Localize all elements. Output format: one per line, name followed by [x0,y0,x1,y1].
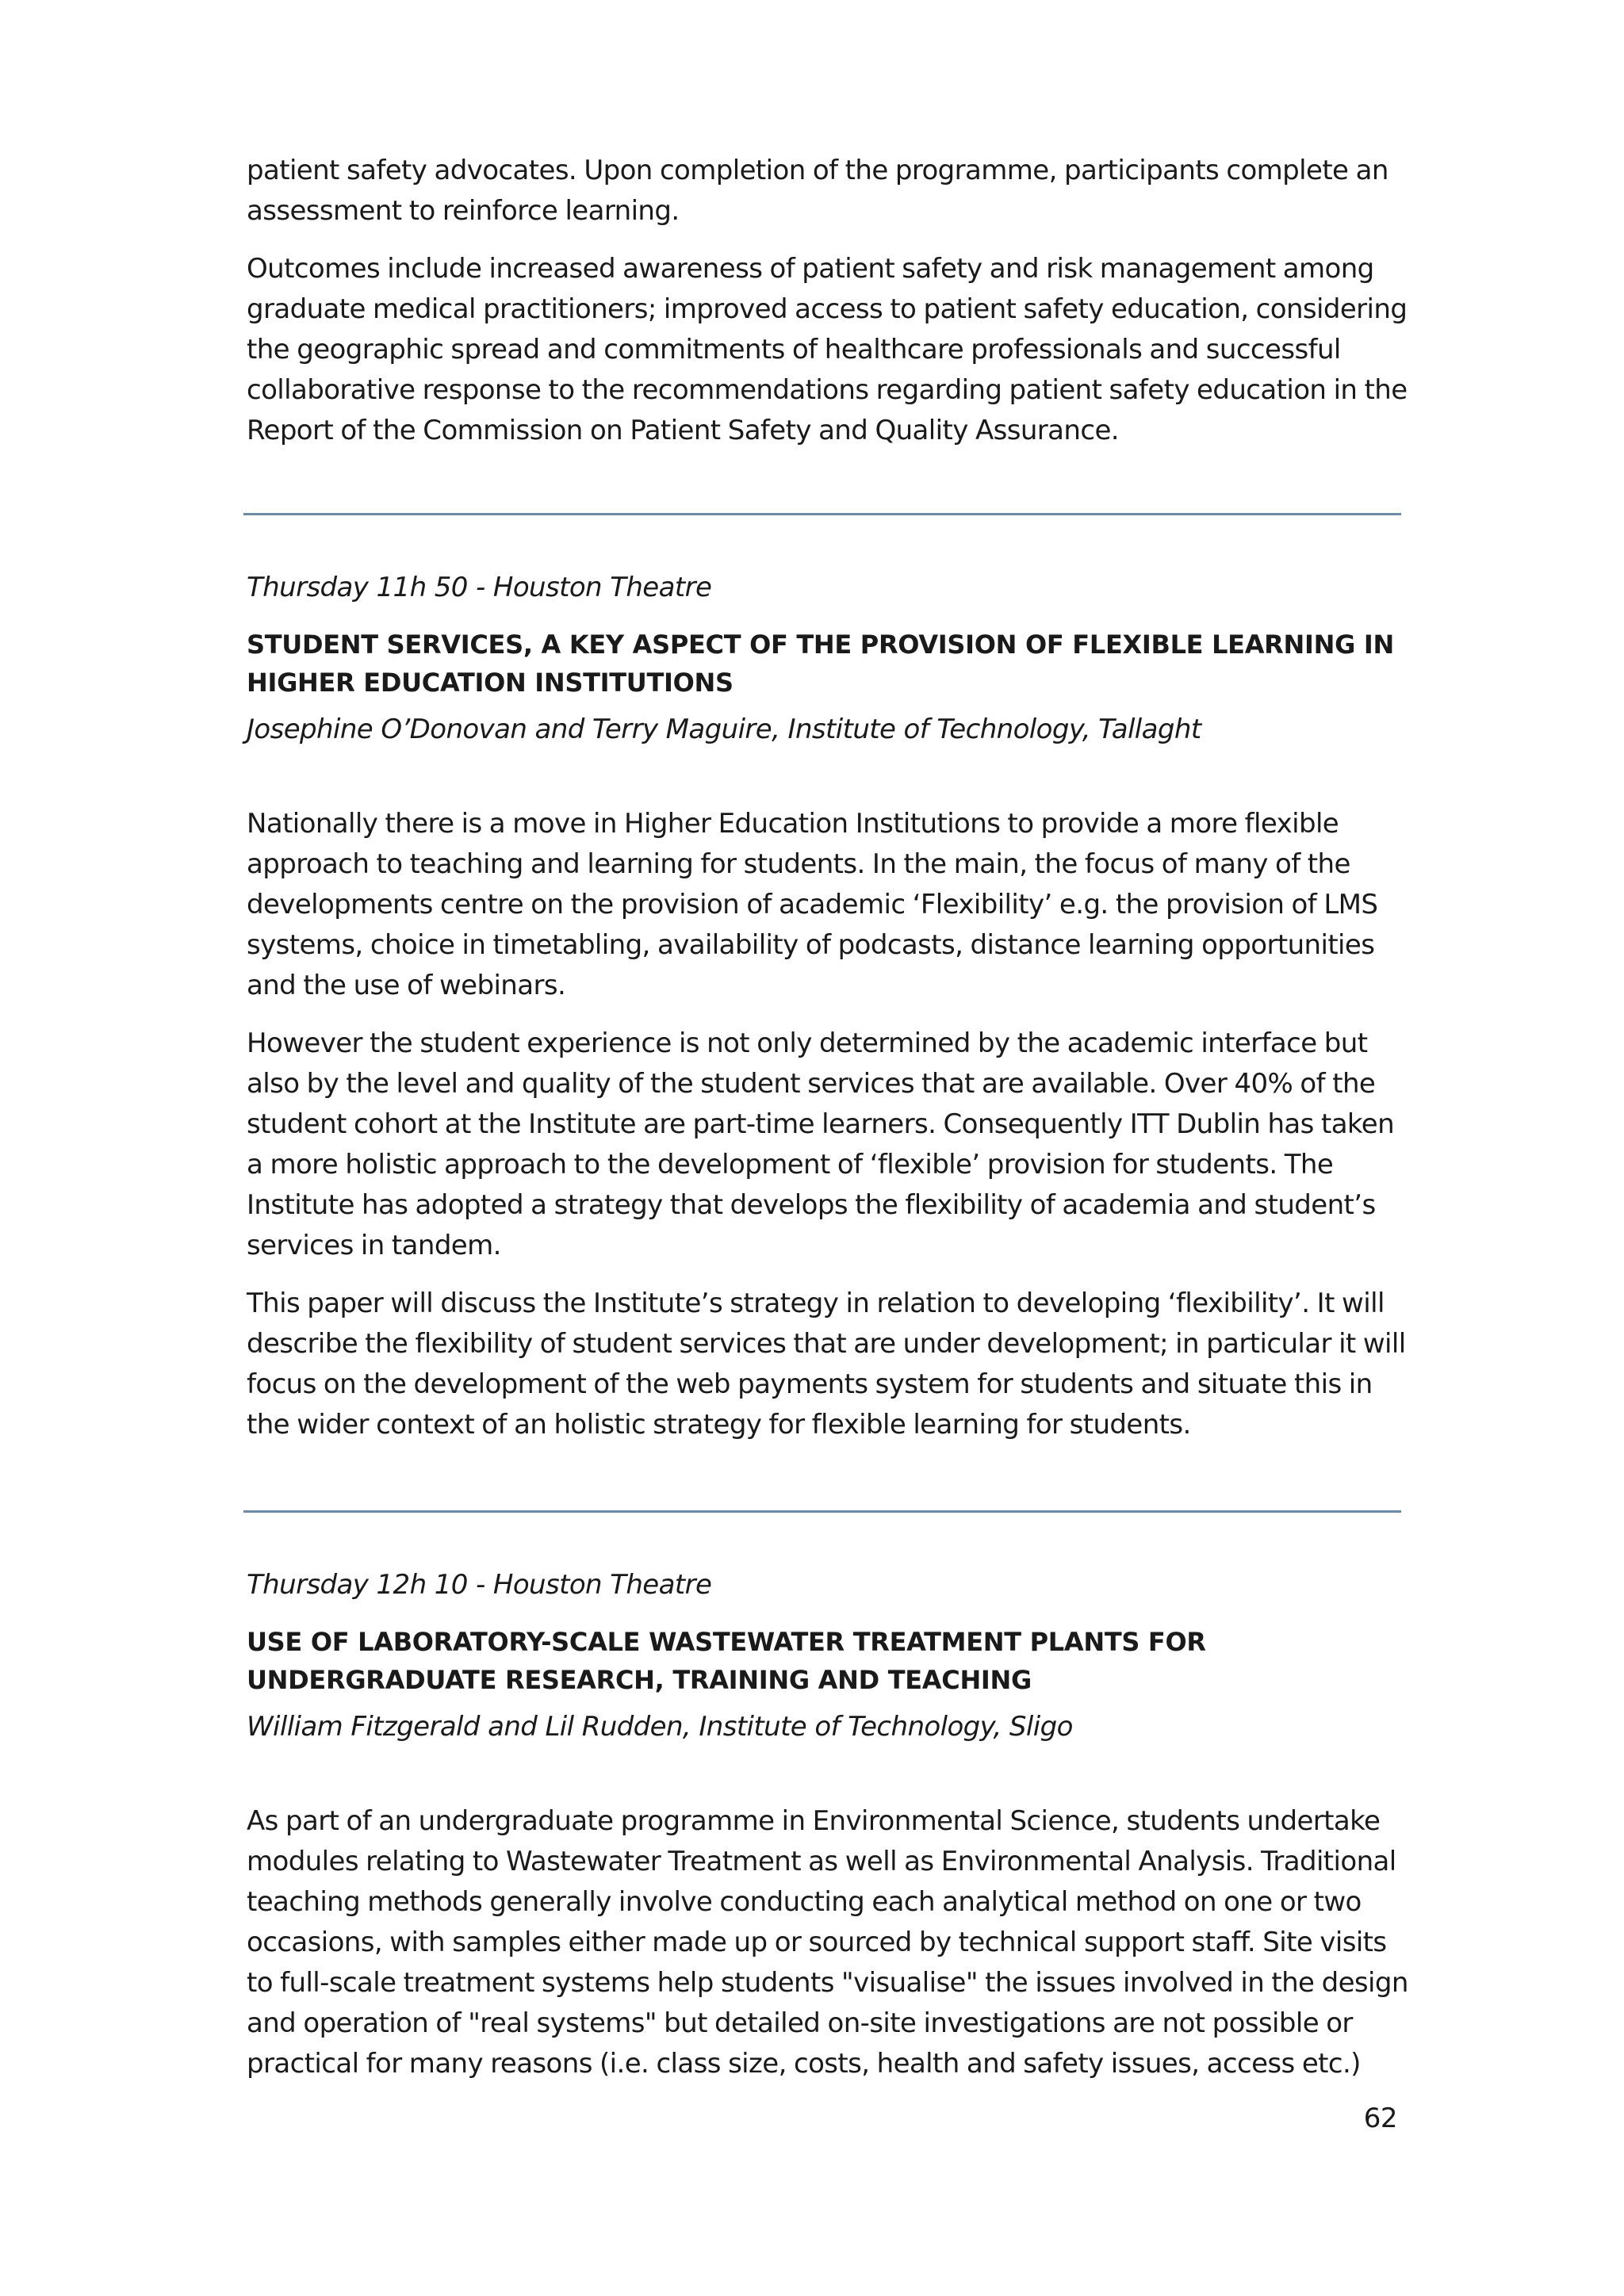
session-title: STUDENT SERVICES, A KEY ASPECT OF THE PROVISION OF FLEXIBLE LEARNING IN HIGHER EDUCATION INSTITUTIONS [247,629,1394,698]
session-paragraph: Nationally there is a move in Higher Education Institutions to provide a more flexible approach to teaching and learning for students. In the main, the focus of many of the developments centre on the provision of academic ‘Flexibility’ e.g. the provision of LMS systems, choice in timetabling, availability of podcasts, distance learning opportunities and the use of webinars. [247,808,1378,1001]
intro-paragraph-2: Outcomes include increased awareness of patient safety and risk management among graduate medical practitioners; improved access to patient safety education, considering the geographic spread and commitments of healthcare professionals and successful collaborative response to the recommendations regarding patient safety education in the Report of the Commission on Patient Safety and Quality Assurance. [247,253,1408,446]
session-paragraph: However the student experience is not only determined by the academic interface but also by the level and quality of the student services that are available. Over 40% of the student cohort at the Institute are part-time learners. Consequently ITT Dublin has taken a more holistic approach to the development of ‘flexible’ provision for students. The Institute has adopted a strategy that develops the flexibility of academia and student’s services in tandem. [247,1027,1395,1261]
session-time: Thursday 12h 10 - Houston Theatre [247,1569,712,1601]
session-time: Thursday 11h 50 - Houston Theatre [247,572,712,603]
document-page [247,151,1412,2084]
session-paragraph: This paper will discuss the Institute’s strategy in relation to developing ‘flexibility’. It will describe the flexibility of student services that are under development; in particular it will focus on the development of the web payments system for students and situate this in the wider context of an holistic strategy for flexible learning for students. [247,1288,1406,1441]
session-2 [247,1565,1412,2084]
session-paragraph: As part of an undergraduate programme in Environmental Science, students undertake modules relating to Wastewater Treatment as well as Environmental Analysis. Traditional teaching methods generally involve conducting each analytical method on one or two occasions, with samples either made up or sourced by technical support staff. Site visits to full-scale treatment systems help students "visualise" the issues involved in the design and operation of "real systems" but detailed on-site investigations are not possible or practical for many reasons (i.e. class size, costs, health and safety issues, access etc.) [247,1805,1408,2080]
section-divider [243,1510,1401,1513]
page-number: 62 [1363,2103,1397,2134]
intro-paragraph-1: patient safety advocates. Upon completion of the programme, participants complete an assessment to reinforce learning. [247,155,1388,227]
section-divider [243,513,1401,515]
session-1 [247,568,1412,1445]
session-authors: Josephine O’Donovan and Terry Maguire, Institute of Technology, Tallaght [247,714,1201,745]
session-title: USE OF LABORATORY-SCALE WASTEWATER TREATMENT PLANTS FOR UNDERGRADUATE RESEARCH, TRAINING AND TEACHING [247,1627,1206,1695]
session-authors: William Fitzgerald and Lil Rudden, Institute of Technology, Sligo [247,1711,1073,1743]
